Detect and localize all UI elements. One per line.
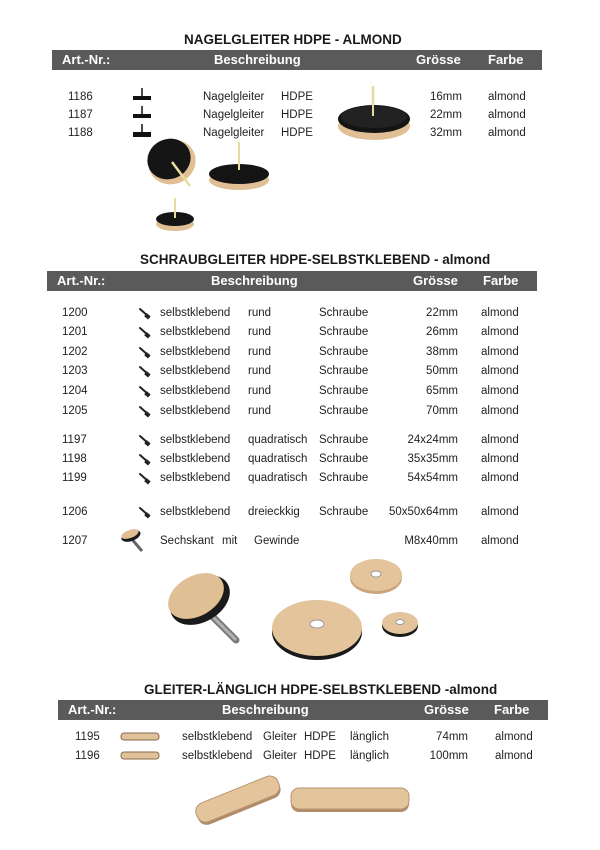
desc-1: selbstklebend [160, 385, 231, 397]
table-row [0, 326, 600, 342]
desc-2: dreieckkig [248, 506, 300, 518]
desc-3: Schraube [319, 365, 369, 377]
desc-3: Schraube [319, 307, 369, 319]
table-row [0, 750, 600, 766]
color: almond [481, 385, 519, 397]
desc-1: selbstklebend [160, 405, 231, 417]
desc-1: selbstklebend [160, 307, 231, 319]
table-row [0, 472, 600, 488]
hex-screw-glide-product-image [166, 570, 246, 648]
color: almond [481, 506, 519, 518]
art-nr: 1203 [62, 365, 88, 377]
table-row [0, 365, 600, 381]
desc-3: HDPE [304, 750, 336, 762]
desc-3: Schraube [319, 326, 369, 338]
size: 54x54mm [407, 472, 458, 484]
desc-1: Sechskant [160, 535, 214, 547]
header-art-nr: Art.-Nr.: [57, 273, 106, 288]
color: almond [495, 731, 533, 743]
art-nr: 1187 [68, 109, 93, 121]
desc-2: rund [248, 365, 272, 377]
nail-glide-product-image [207, 142, 271, 192]
desc-1: selbstklebend [160, 434, 231, 446]
table-header [47, 271, 537, 291]
art-nr: 1207 [62, 535, 88, 547]
round-glide-product-image [380, 609, 420, 639]
header-art-nr: Art.-Nr.: [62, 52, 111, 67]
table-row [0, 405, 600, 421]
desc-2: Gleiter [263, 731, 297, 743]
desc-2: HDPE [281, 91, 313, 103]
size: 38mm [426, 346, 458, 358]
table-row [0, 535, 600, 551]
table-row [0, 346, 600, 362]
desc-1: selbstklebend [160, 326, 231, 338]
header-groesse: Grösse [416, 52, 461, 67]
desc-3: Schraube [319, 472, 369, 484]
table-row [0, 731, 600, 747]
screw-icon [138, 472, 152, 484]
size: 35x35mm [407, 453, 458, 465]
color: almond [481, 405, 519, 417]
screw-icon [138, 326, 152, 338]
desc-3: Schraube [319, 434, 369, 446]
header-beschreibung: Beschreibung [211, 273, 298, 288]
color: almond [481, 346, 519, 358]
desc-1: selbstklebend [160, 506, 231, 518]
color: almond [481, 472, 519, 484]
round-glide-product-image [270, 594, 364, 664]
table-row [0, 109, 600, 125]
table-row [0, 385, 600, 401]
desc-2: HDPE [281, 109, 313, 121]
elongated-glide-product-image [290, 787, 412, 815]
screw-icon [138, 506, 152, 518]
header-art-nr: Art.-Nr.: [68, 702, 117, 717]
nail-glide-product-image [336, 86, 416, 148]
desc-2: rund [248, 326, 272, 338]
size: 22mm [430, 109, 462, 121]
desc-2: HDPE [281, 127, 313, 139]
screw-icon [138, 365, 152, 377]
desc-1: selbstklebend [160, 346, 231, 358]
size: 22mm [426, 307, 458, 319]
desc-1: selbstklebend [160, 365, 231, 377]
size: M8x40mm [404, 535, 458, 547]
header-groesse: Grösse [413, 273, 458, 288]
size: 65mm [426, 385, 458, 397]
desc-3: Schraube [319, 506, 369, 518]
color: almond [488, 91, 526, 103]
color: almond [481, 326, 519, 338]
size: 26mm [426, 326, 458, 338]
art-nr: 1196 [75, 750, 100, 762]
art-nr: 1204 [62, 385, 88, 397]
desc-2: rund [248, 307, 272, 319]
nail-glide-icon [132, 124, 152, 138]
desc-1: Nagelgleiter [203, 109, 265, 121]
desc-1: selbstklebend [182, 750, 253, 762]
art-nr: 1202 [62, 346, 88, 358]
table-row [0, 91, 600, 107]
size: 50mm [426, 365, 458, 377]
table-row [0, 453, 600, 469]
nail-glide-product-image [154, 198, 196, 232]
screw-icon [138, 346, 152, 358]
color: almond [481, 307, 519, 319]
screw-icon [138, 453, 152, 465]
nail-glide-icon [132, 88, 152, 102]
elongated-glide-icon [120, 732, 160, 742]
round-glide-product-image [348, 556, 404, 596]
section-title-nagelgleiter: NAGELGLEITER HDPE - ALMOND [184, 32, 402, 47]
size: 74mm [436, 731, 468, 743]
elongated-glide-icon [120, 751, 160, 761]
art-nr: 1186 [68, 91, 93, 103]
desc-3: Schraube [319, 453, 369, 465]
hex-screw-icon [120, 529, 146, 553]
size: 70mm [426, 405, 458, 417]
desc-2: rund [248, 385, 272, 397]
size: 24x24mm [407, 434, 458, 446]
desc-3: HDPE [304, 731, 336, 743]
table-header [58, 700, 548, 720]
header-beschreibung: Beschreibung [222, 702, 309, 717]
size: 32mm [430, 127, 462, 139]
size: 16mm [430, 91, 462, 103]
desc-2: quadratisch [248, 453, 308, 465]
desc-1: Nagelgleiter [203, 127, 265, 139]
art-nr: 1195 [75, 731, 100, 743]
desc-1: Nagelgleiter [203, 91, 265, 103]
art-nr: 1206 [62, 506, 88, 518]
desc-2: Gleiter [263, 750, 297, 762]
screw-icon [138, 434, 152, 446]
desc-1: selbstklebend [160, 453, 231, 465]
nail-glide-product-image [144, 138, 204, 194]
table-row [0, 434, 600, 450]
color: almond [481, 453, 519, 465]
desc-2: quadratisch [248, 434, 308, 446]
color: almond [495, 750, 533, 762]
screw-icon [138, 385, 152, 397]
desc-3: Schraube [319, 346, 369, 358]
desc-2: mit [222, 535, 238, 547]
header-farbe: Farbe [488, 52, 524, 67]
size: 100mm [429, 750, 468, 762]
art-nr: 1198 [62, 453, 87, 465]
desc-2: rund [248, 405, 272, 417]
art-nr: 1199 [62, 472, 87, 484]
desc-3: Schraube [319, 385, 369, 397]
table-row [0, 506, 600, 522]
art-nr: 1197 [62, 434, 87, 446]
screw-icon [138, 307, 152, 319]
desc-2: rund [248, 346, 272, 358]
header-beschreibung: Beschreibung [214, 52, 301, 67]
desc-3: Gewinde [254, 535, 300, 547]
header-groesse: Grösse [424, 702, 469, 717]
section-title-gleiter-laenglich: GLEITER-LÄNGLICH HDPE-SELBSTKLEBEND -almond [144, 682, 498, 697]
table-row [0, 307, 600, 323]
nail-glide-icon [132, 106, 152, 120]
elongated-glide-product-image [188, 776, 288, 824]
desc-2: quadratisch [248, 472, 308, 484]
color: almond [488, 127, 526, 139]
color: almond [481, 535, 519, 547]
art-nr: 1201 [62, 326, 88, 338]
table-row [0, 127, 600, 143]
desc-3: Schraube [319, 405, 369, 417]
desc-1: selbstklebend [160, 472, 231, 484]
section-title-schraubgleiter: SCHRAUBGLEITER HDPE-SELBSTKLEBEND - almond [140, 252, 491, 267]
size: 50x50x64mm [388, 506, 458, 518]
art-nr: 1205 [62, 405, 88, 417]
color: almond [488, 109, 526, 121]
art-nr: 1188 [68, 127, 93, 139]
desc-4: länglich [350, 750, 389, 762]
screw-icon [138, 405, 152, 417]
desc-1: selbstklebend [182, 731, 253, 743]
art-nr: 1200 [62, 307, 88, 319]
color: almond [481, 434, 519, 446]
table-header [52, 50, 542, 70]
color: almond [481, 365, 519, 377]
header-farbe: Farbe [483, 273, 519, 288]
header-farbe: Farbe [494, 702, 530, 717]
desc-4: länglich [350, 731, 389, 743]
